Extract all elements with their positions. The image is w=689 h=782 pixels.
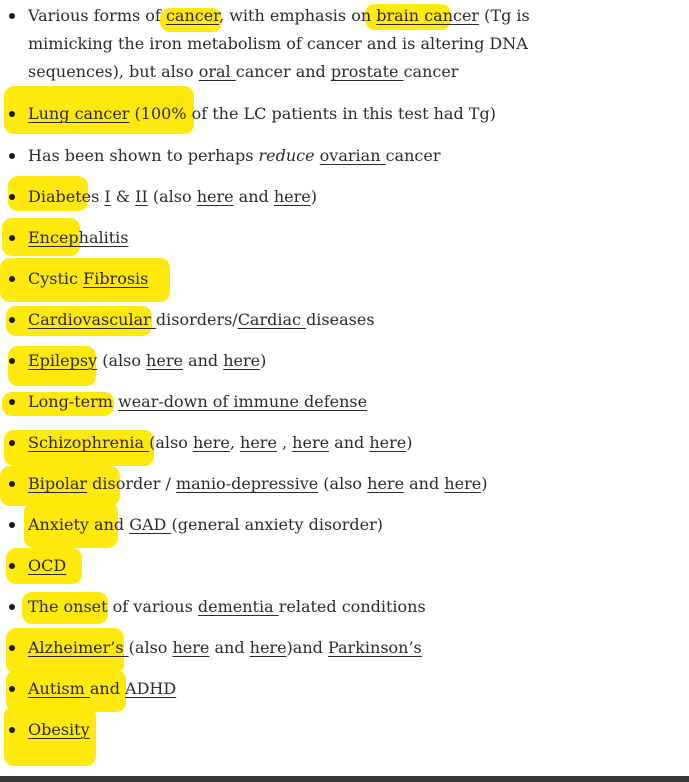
list-item-link[interactable]: dementia: [197, 597, 279, 616]
list-item-link[interactable]: ADHD: [125, 679, 177, 698]
bullet-dot: [9, 727, 15, 733]
list-item-link[interactable]: II: [135, 187, 148, 206]
list-item-link[interactable]: Cardiac: [237, 310, 307, 329]
bullet-dot: [9, 13, 15, 19]
list-item-link[interactable]: here: [146, 351, 183, 370]
list-item-segment: reduce: [258, 146, 315, 165]
list-item-link[interactable]: GAD: [129, 515, 172, 534]
list-item-link[interactable]: prostate: [330, 62, 404, 81]
list-item-link[interactable]: oral: [198, 62, 236, 81]
list-item-link[interactable]: Encephalitis: [28, 228, 129, 247]
list-item-link[interactable]: Lung cancer: [28, 104, 130, 123]
list-item-link[interactable]: Fibrosis: [83, 269, 149, 288]
bullet-dot: [9, 153, 15, 159]
bullet-dot: [9, 563, 15, 569]
list-item-segment: related conditions: [278, 597, 426, 616]
list-item-link[interactable]: brain cancer: [376, 6, 480, 25]
list-item-segment: )and: [286, 638, 328, 657]
list-item-segment: cancer: [385, 146, 441, 165]
list-item-text: [28, 142, 619, 170]
list-item-segment: Various forms of: [28, 6, 166, 25]
bullet-dot: [9, 399, 15, 405]
bullet-dot: [9, 317, 15, 323]
list-item-segment: (also: [318, 474, 368, 493]
list-item-segment: and: [329, 433, 370, 452]
list-item-segment: disorder /: [87, 474, 176, 493]
list-item-link[interactable]: here: [292, 433, 330, 452]
list-item-segment: (100% of the LC patients in this test had Tg): [129, 104, 496, 123]
list-item-segment: ): [260, 351, 267, 370]
list-item-segment: and: [182, 351, 224, 370]
list-item-link[interactable]: Autism: [28, 679, 90, 698]
list-item-link[interactable]: Schizophrenia: [28, 433, 150, 452]
list-item-text: [28, 306, 619, 334]
list-item-text: [28, 716, 619, 744]
list-item-link[interactable]: here: [223, 351, 261, 370]
bullet-dot: [9, 276, 15, 282]
list-item-text: [28, 388, 619, 416]
list-item-segment: ,: [229, 433, 241, 452]
list-item-segment: (also: [149, 433, 193, 452]
list-item-segment: Diabetes: [28, 187, 105, 206]
list-item-text: [28, 429, 619, 457]
list-item-segment: ): [406, 433, 413, 452]
list-item-link[interactable]: Epilepsy: [28, 351, 98, 370]
list-item-link[interactable]: manio-depressive: [175, 474, 319, 493]
bullet-dot: [9, 522, 15, 528]
list-item-link[interactable]: here: [369, 433, 407, 452]
bullet-dot: [9, 604, 15, 610]
list-item-link[interactable]: here: [192, 433, 230, 452]
list-item-segment: Long-term: [28, 392, 119, 411]
bullet-dot: [9, 645, 15, 651]
list-item-text: [28, 593, 619, 621]
list-item-segment: (also: [147, 187, 197, 206]
bottom-scroll-bar: [0, 776, 689, 782]
list-item-text: [28, 511, 619, 539]
list-item-link[interactable]: Parkinson’s: [327, 638, 422, 657]
list-item-segment: Anxiety and: [28, 515, 130, 534]
list-item-segment: disorders/: [155, 310, 238, 329]
list-item-link[interactable]: wear-down of immune defense: [118, 392, 368, 411]
list-item-text: [28, 265, 619, 293]
list-item-link[interactable]: ovarian: [319, 146, 386, 165]
bullet-dot: [9, 481, 15, 487]
list-item-link[interactable]: here: [196, 187, 234, 206]
list-item-segment: (general anxiety disorder): [171, 515, 384, 534]
list-item-text: [28, 224, 619, 252]
list-item-link[interactable]: OCD: [28, 556, 67, 575]
list-item-segment: diseases: [306, 310, 375, 329]
list-item-segment: and: [404, 474, 445, 493]
bullet-dot: [9, 194, 15, 200]
bullet-dot: [9, 111, 15, 117]
list-item-segment: ): [481, 474, 488, 493]
list-item-text: [28, 183, 619, 211]
list-item-text: [28, 347, 619, 375]
list-item-segment: &: [110, 187, 136, 206]
list-item-link[interactable]: here: [444, 474, 482, 493]
list-item-text: [28, 470, 619, 498]
list-item-segment: , with emphasis on: [219, 6, 377, 25]
list-item-segment: The onset of various: [28, 597, 198, 616]
list-item-text: [28, 100, 619, 128]
list-item-link[interactable]: Alzheimer’s: [28, 638, 129, 657]
list-item-text: [28, 675, 619, 703]
list-item-link[interactable]: cancer: [165, 6, 220, 25]
list-item-segment: and: [89, 679, 126, 698]
list-item-link[interactable]: here: [240, 433, 277, 452]
list-item-link[interactable]: here: [367, 474, 405, 493]
list-item-segment: Cystic: [28, 269, 84, 288]
list-item-segment: (also: [128, 638, 173, 657]
list-item-segment: and: [209, 638, 250, 657]
list-item-segment: (also: [97, 351, 147, 370]
list-item-link[interactable]: Cardiovascular: [28, 310, 156, 329]
list-item-link[interactable]: I: [104, 187, 111, 206]
list-item-segment: cancer and: [235, 62, 331, 81]
list-item-link[interactable]: Bipolar: [28, 474, 88, 493]
list-item-link[interactable]: here: [273, 187, 311, 206]
list-item-segment: cancer: [403, 62, 459, 81]
list-item-text: [28, 2, 619, 86]
bullet-dot: [9, 440, 15, 446]
bullet-dot: [9, 235, 15, 241]
list-item-segment: ): [310, 187, 317, 206]
list-item-segment: and: [233, 187, 274, 206]
list-item-link[interactable]: here: [249, 638, 287, 657]
list-item-segment: ,: [276, 433, 293, 452]
list-item-text: [28, 552, 619, 580]
list-item-segment: (Tg is mimicking the iron metabolism of cancer and is altering DNA sequences), but also: [28, 6, 535, 81]
list-item-link[interactable]: here: [172, 638, 210, 657]
list-item-text: [28, 634, 619, 662]
bullet-dot: [9, 686, 15, 692]
list-item-link[interactable]: Obesity: [28, 720, 90, 739]
bullet-dot: [9, 358, 15, 364]
list-item-segment: Has been shown to perhaps: [28, 146, 259, 165]
